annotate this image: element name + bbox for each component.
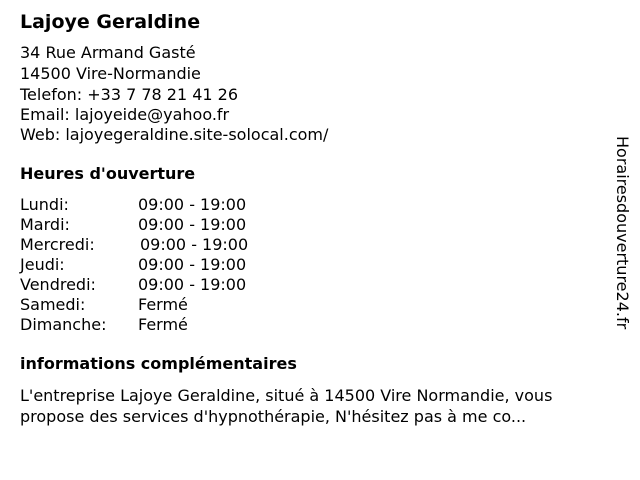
hours-day: Vendredi: xyxy=(20,275,96,294)
hours-day: Mardi: xyxy=(20,215,70,234)
address-street: 34 Rue Armand Gasté xyxy=(20,43,196,62)
hours-row xyxy=(20,295,188,315)
hours-row xyxy=(20,215,246,235)
website-url: Web: lajoyegeraldine.site-solocal.com/ xyxy=(20,125,329,144)
address-city: 14500 Vire-Normandie xyxy=(20,64,201,83)
hours-row xyxy=(20,255,246,275)
hours-day: Jeudi: xyxy=(20,255,65,274)
hours-row xyxy=(20,315,188,335)
hours-day: Samedi: xyxy=(20,295,86,314)
business-description: L'entreprise Lajoye Geraldine, situé à 14500 Vire Normandie, vous propose des services d'hypnothérapie, N'hésitez pas à me co... xyxy=(20,386,553,426)
business-name: Lajoye Geraldine xyxy=(20,11,201,33)
hours-time: Fermé xyxy=(138,295,188,314)
email-address: Email: lajoyeide@yahoo.fr xyxy=(20,105,230,124)
site-watermark: Horairesdouverture24.fr xyxy=(613,136,632,330)
hours-time: 09:00 - 19:00 xyxy=(138,275,247,294)
hours-day: Mercredi: xyxy=(20,235,95,254)
info-heading: informations complémentaires xyxy=(20,354,297,373)
hours-day: Lundi: xyxy=(20,195,69,214)
hours-day: Dimanche: xyxy=(20,315,107,334)
hours-time: Fermé xyxy=(138,315,188,334)
hours-row xyxy=(20,195,246,215)
hours-heading: Heures d'ouverture xyxy=(20,164,196,183)
phone-number: Telefon: +33 7 78 21 41 26 xyxy=(20,85,239,104)
hours-time: 09:00 - 19:00 xyxy=(140,235,249,254)
hours-time: 09:00 - 19:00 xyxy=(138,255,247,274)
hours-time: 09:00 - 19:00 xyxy=(138,215,247,234)
hours-time: 09:00 - 19:00 xyxy=(138,195,247,214)
hours-row xyxy=(20,275,246,295)
hours-row xyxy=(20,235,248,255)
